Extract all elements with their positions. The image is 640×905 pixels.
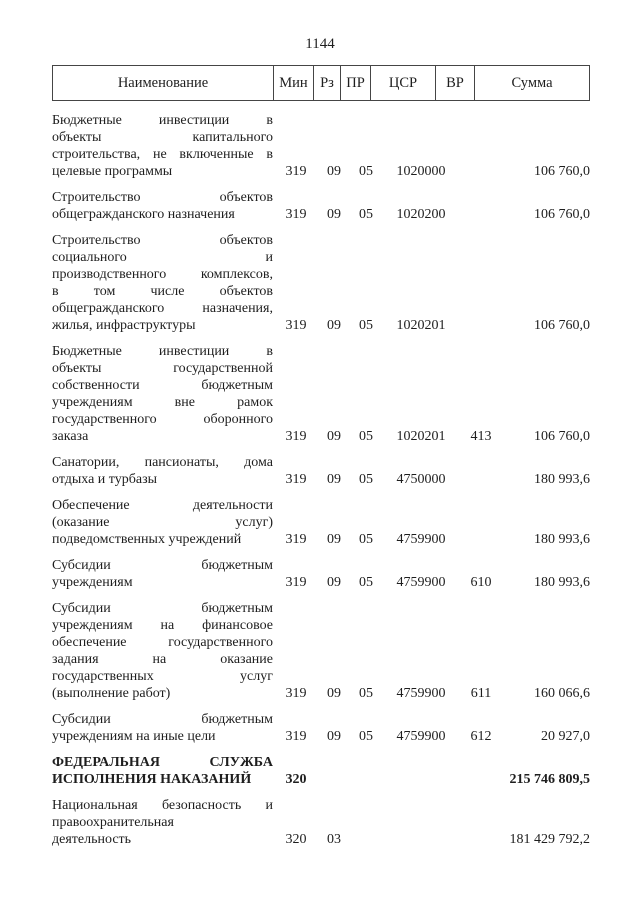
row-name-line: (выполнение работ) (52, 686, 171, 701)
row-name-line: ФЕДЕРАЛЬНАЯ СЛУЖБА (52, 755, 273, 770)
table-body (52, 112, 590, 848)
row-name (52, 497, 273, 548)
row-csr-code: 1020201 (396, 429, 446, 444)
row-name-line: задания на оказание (52, 652, 273, 667)
row-name (52, 797, 273, 848)
row-vr-code: 611 (470, 686, 492, 701)
table-header-row (52, 65, 590, 101)
row-csr-code: 4759900 (396, 532, 446, 547)
row-name-line: Субсидии бюджетным (52, 558, 273, 573)
row-pr-code: 05 (359, 575, 373, 590)
column-header-min: Мин (273, 66, 313, 100)
row-rz-code: 09 (327, 532, 341, 547)
row-name-line: целевые программы (52, 164, 173, 179)
row-csr-code: 4759900 (396, 729, 446, 744)
row-pr-code: 05 (359, 207, 373, 222)
row-vr-code: 610 (470, 575, 492, 590)
row-csr-code: 4750000 (396, 472, 446, 487)
row-name-line: Бюджетные инвестиции в (52, 113, 273, 128)
row-min-code: 320 (285, 832, 307, 847)
row-sum-value: 215 746 809,5 (509, 772, 590, 787)
row-csr-code: 1020000 (396, 164, 446, 179)
row-name-line: государственных услуг (52, 669, 273, 684)
row-name (52, 112, 273, 180)
row-min-code: 319 (285, 686, 307, 701)
row-name-line: правоохранительная (52, 815, 174, 830)
row-sum-value: 106 760,0 (534, 207, 590, 222)
budget-table (52, 65, 590, 857)
row-name-line: в том числе объектов (52, 284, 273, 299)
row-rz-code: 09 (327, 575, 341, 590)
row-name-line: собственности бюджетным (52, 378, 273, 393)
row-rz-code: 09 (327, 207, 341, 222)
row-csr-code: 4759900 (396, 575, 446, 590)
row-pr-code: 05 (359, 686, 373, 701)
row-name-line: социального и (52, 250, 273, 265)
row-min-code: 319 (285, 729, 307, 744)
row-name-line: общегражданского назначения, (52, 301, 273, 316)
row-name (52, 600, 273, 702)
row-rz-code: 03 (327, 832, 341, 847)
row-name-line: объекты государственной (52, 361, 273, 376)
row-rz-code: 09 (327, 164, 341, 179)
row-min-code: 319 (285, 318, 307, 333)
row-csr-code: 1020200 (396, 207, 446, 222)
row-name-line: объекты капитального (52, 130, 273, 145)
row-vr-code: 612 (470, 729, 492, 744)
row-min-code: 320 (285, 772, 307, 787)
row-name-line: заказа (52, 429, 89, 444)
row-name-line: деятельность (52, 832, 132, 847)
row-rz-code: 09 (327, 472, 341, 487)
row-name-line: (оказание услуг) (52, 515, 273, 530)
column-header-rz: Рз (313, 66, 340, 100)
row-name (52, 754, 273, 788)
row-name (52, 711, 273, 745)
page-number: 1144 (305, 36, 335, 52)
table-row (52, 711, 590, 745)
column-header-vr: ВР (435, 66, 474, 100)
row-sum-value: 106 760,0 (534, 318, 590, 333)
table-row (52, 600, 590, 702)
row-name-line: жилья, инфраструктуры (52, 318, 196, 333)
column-header-pr: ПР (340, 66, 370, 100)
row-name-line: учреждениям на финансовое (52, 618, 273, 633)
row-min-code: 319 (285, 164, 307, 179)
row-name-line: Санатории, пансионаты, дома (52, 455, 273, 470)
row-min-code: 319 (285, 472, 307, 487)
row-name-line: обеспечение государственного (52, 635, 273, 650)
row-name-line: подведомственных учреждений (52, 532, 242, 547)
table-row (52, 343, 590, 445)
row-name (52, 189, 273, 223)
table-row (52, 232, 590, 334)
row-rz-code: 09 (327, 318, 341, 333)
row-name-line: Обеспечение деятельности (52, 498, 273, 513)
row-rz-code: 09 (327, 729, 341, 744)
row-csr-code: 4759900 (396, 686, 446, 701)
row-vr-code: 413 (470, 429, 492, 444)
row-name-line: Строительство объектов (52, 190, 273, 205)
row-pr-code: 05 (359, 164, 373, 179)
row-name-line: отдыха и турбазы (52, 472, 158, 487)
row-name (52, 232, 273, 334)
row-min-code: 319 (285, 207, 307, 222)
row-name-line: учреждениям (52, 575, 133, 590)
column-header-name: Наименование (117, 74, 209, 91)
row-pr-code: 05 (359, 729, 373, 744)
column-header-sum: Сумма (474, 66, 589, 100)
row-name-line: ИСПОЛНЕНИЯ НАКАЗАНИЙ (52, 772, 252, 787)
row-min-code: 319 (285, 575, 307, 590)
row-pr-code: 05 (359, 429, 373, 444)
row-pr-code: 05 (359, 532, 373, 547)
row-name-line: общегражданского назначения (52, 207, 235, 222)
table-row (52, 557, 590, 591)
row-name (52, 557, 273, 591)
table-row (52, 454, 590, 488)
row-name-line: Субсидии бюджетным (52, 601, 273, 616)
table-row (52, 497, 590, 548)
row-sum-value: 20 927,0 (541, 729, 590, 744)
row-sum-value: 181 429 792,2 (509, 832, 590, 847)
table-row (52, 189, 590, 223)
row-name (52, 343, 273, 445)
row-sum-value: 180 993,6 (534, 532, 590, 547)
row-name-line: Бюджетные инвестиции в (52, 344, 273, 359)
row-name-line: строительства, не включенные в (52, 147, 273, 162)
row-csr-code: 1020201 (396, 318, 446, 333)
row-name-line: государственного оборонного (52, 412, 273, 427)
row-name-line: учреждениям вне рамок (52, 395, 273, 410)
row-pr-code: 05 (359, 472, 373, 487)
row-sum-value: 160 066,6 (534, 686, 590, 701)
row-name-line: производственного комплексов, (52, 267, 273, 282)
row-name-line: Строительство объектов (52, 233, 273, 248)
row-rz-code: 09 (327, 686, 341, 701)
row-min-code: 319 (285, 429, 307, 444)
table-row (52, 754, 590, 788)
table-row (52, 797, 590, 848)
row-name-line: Субсидии бюджетным (52, 712, 273, 727)
row-min-code: 319 (285, 532, 307, 547)
row-name-line: Национальная безопасность и (52, 798, 273, 813)
row-sum-value: 106 760,0 (534, 429, 590, 444)
row-rz-code: 09 (327, 429, 341, 444)
row-name-line: учреждениям на иные цели (52, 729, 216, 744)
table-row (52, 112, 590, 180)
column-header-csr: ЦСР (370, 66, 435, 100)
row-name (52, 454, 273, 488)
row-pr-code: 05 (359, 318, 373, 333)
row-sum-value: 180 993,6 (534, 472, 590, 487)
row-sum-value: 180 993,6 (534, 575, 590, 590)
row-sum-value: 106 760,0 (534, 164, 590, 179)
